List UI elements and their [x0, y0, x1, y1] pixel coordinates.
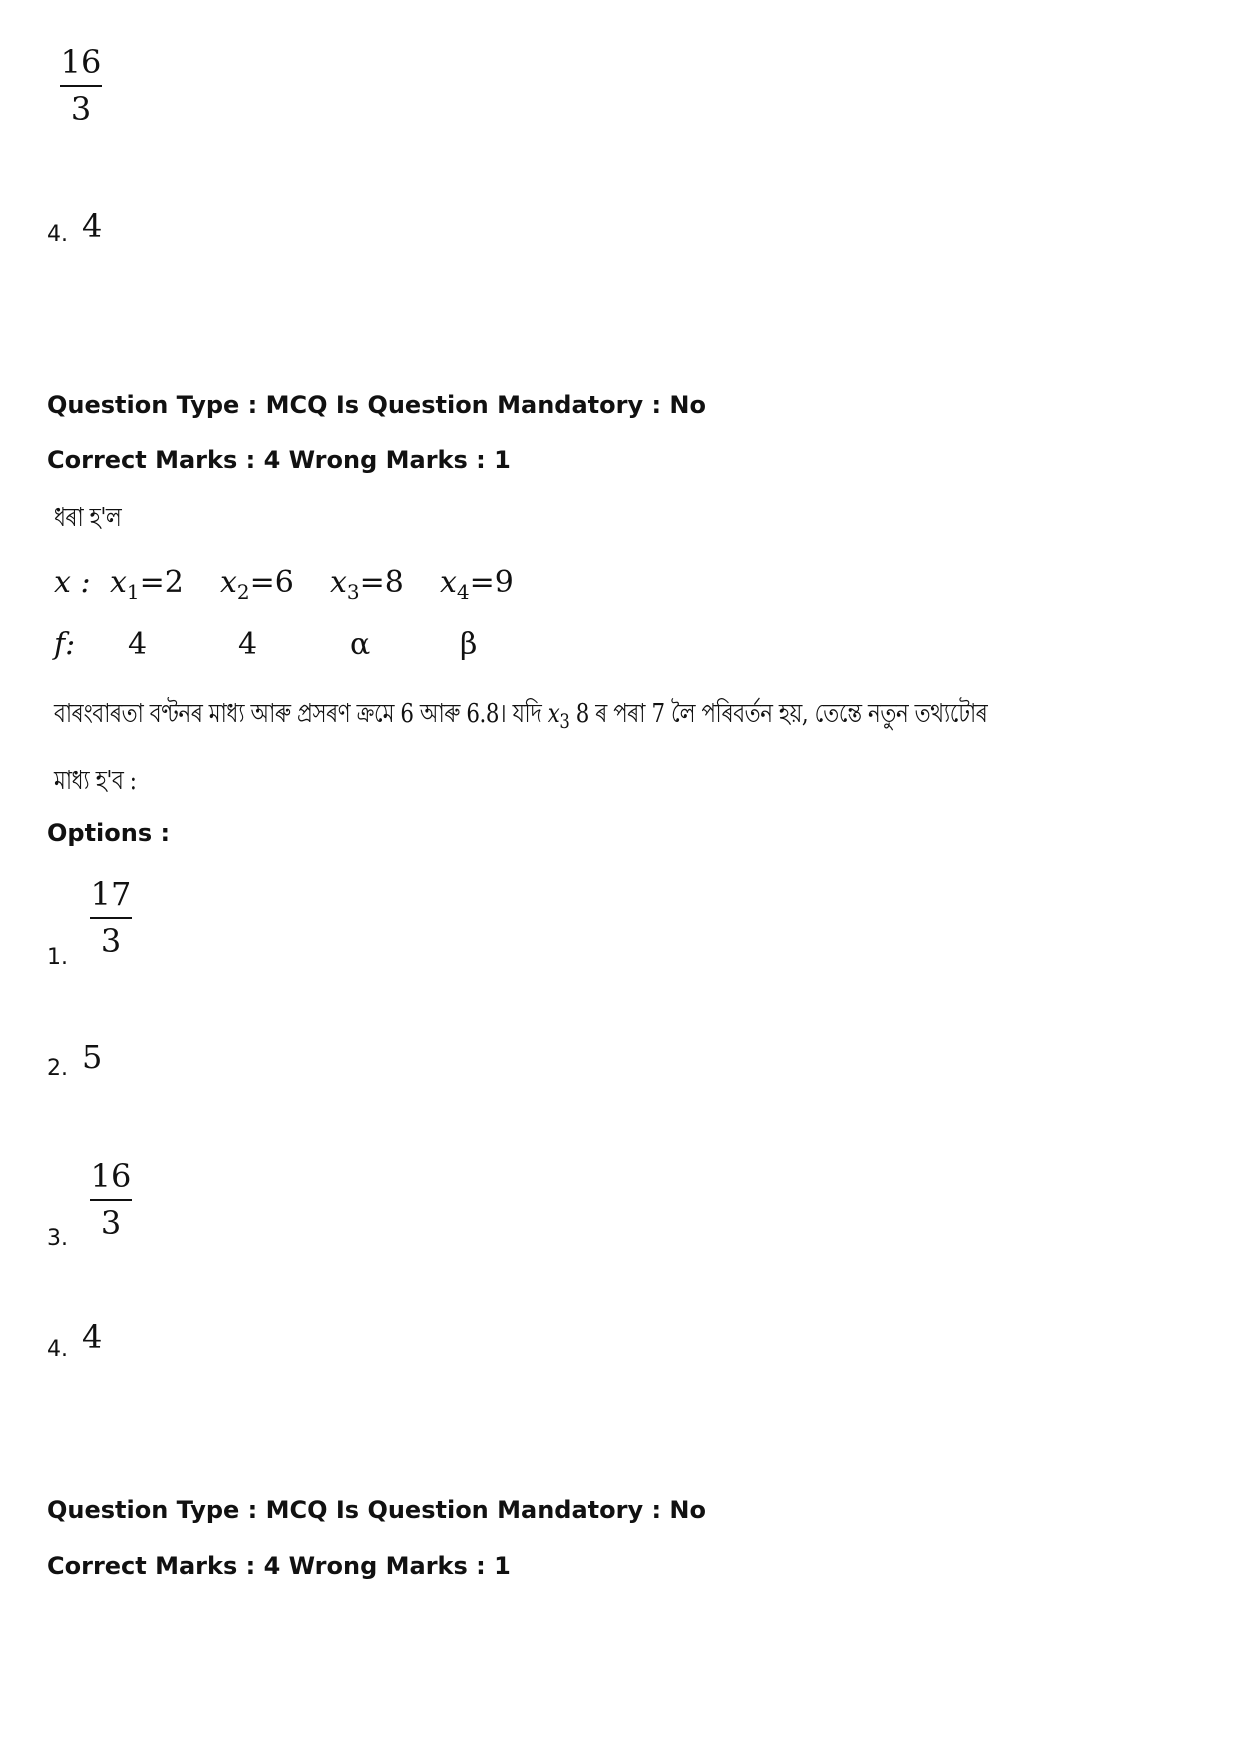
fraction-numerator: 17	[90, 875, 132, 913]
f-row-label: f:	[54, 627, 76, 662]
prev-option4-number: 4.	[47, 222, 68, 247]
option-3-fraction	[90, 1157, 132, 1242]
option-2-value: 5	[82, 1038, 103, 1076]
x2-term: $x_2=6$	[220, 565, 294, 604]
prev-option3-fraction	[60, 43, 102, 128]
fraction-numerator: 16	[60, 43, 102, 81]
x4-term: $x_4=9$	[440, 565, 514, 604]
prev-option4-value: 4	[82, 207, 103, 245]
given-text: ধৰা হ'ল	[54, 503, 122, 533]
f-value-beta: β	[460, 627, 478, 662]
fraction-bar	[60, 85, 102, 87]
x3-term: $x_3=8$	[330, 565, 404, 604]
marks-line: Correct Marks : 4 Wrong Marks : 1	[47, 446, 511, 474]
options-label: Options :	[47, 819, 171, 847]
next-marks-line: Correct Marks : 4 Wrong Marks : 1	[47, 1552, 511, 1580]
fraction-denominator: 3	[100, 922, 122, 960]
fraction-bar	[90, 917, 132, 919]
fraction-denominator: 3	[70, 90, 92, 128]
option-2-number: 2.	[47, 1056, 68, 1081]
option-4-number: 4.	[47, 1337, 68, 1362]
x-row	[54, 565, 514, 609]
stem-line-2: মাধ্য হ'ব :	[54, 766, 137, 796]
fraction-denominator: 3	[100, 1204, 122, 1242]
next-question-type-line: Question Type : MCQ Is Question Mandatory : No	[47, 1496, 706, 1524]
f-row	[54, 627, 514, 667]
f-value-2: 4	[238, 627, 258, 662]
f-value-alpha: α	[350, 627, 371, 662]
stem-line-1: বাৰংবাৰতা বণ্টনৰ মাধ্য আৰু প্ৰসৰণ ক্ৰমে 6 আৰু 6.8। যদি $x_3$ 8 ৰ পৰা 7 লৈ পৰিবৰ্তন হয়, তেন্তে নতুন তথ্যটোৰ	[54, 699, 988, 734]
fraction-numerator: 16	[90, 1157, 132, 1195]
option-3-number: 3.	[47, 1226, 68, 1251]
option-1-fraction	[90, 875, 132, 960]
f-value-1: 4	[128, 627, 148, 662]
fraction-bar	[90, 1199, 132, 1201]
x-row-label: x :	[54, 565, 91, 600]
option-4-value: 4	[82, 1318, 103, 1356]
x1-term: $x_1=2$	[110, 565, 184, 604]
option-1-number: 1.	[47, 945, 68, 970]
question-type-line: Question Type : MCQ Is Question Mandatory : No	[47, 391, 706, 419]
